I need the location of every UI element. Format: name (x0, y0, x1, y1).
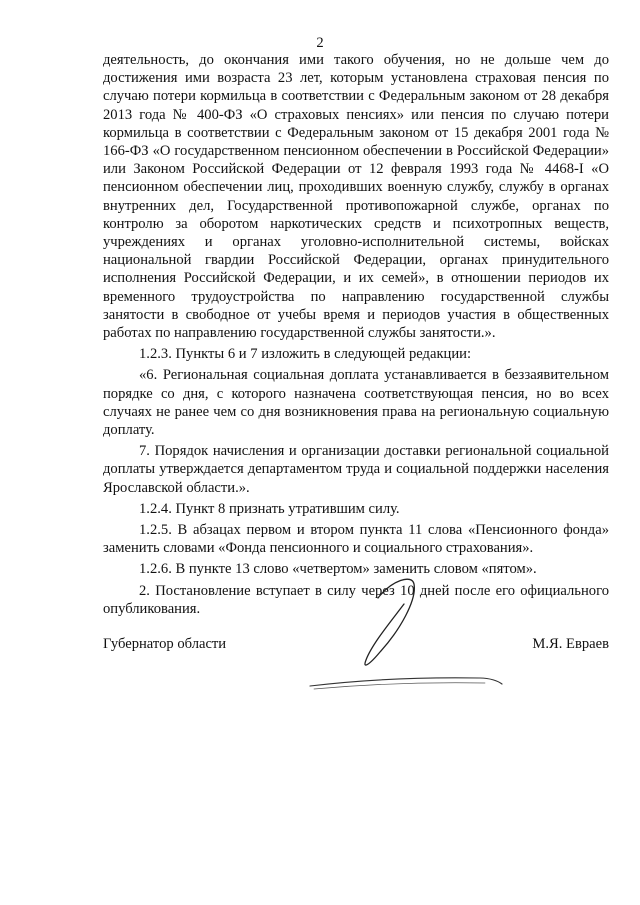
document-body (103, 51, 609, 618)
paragraph-1-2-4: 1.2.4. Пункт 8 признать утратившим силу. (139, 500, 400, 517)
handwritten-signature (300, 560, 510, 700)
paragraph-continuation: деятельность, до окончания ими такого обучения, но не дольше чем до достижения ими возраста 23 лет, которым установлена страховая пенсия по случаю потери кормильца в соответствии с Федеральным законом от 28 декабря 2013 года № 400-ФЗ «О страховых пенсиях» или пенсия по случаю потери кормильца в соответствии с Федеральным законом от 15 декабря 2001 года № 166-ФЗ «О государственном пенсионном обеспечении в Российской Федерации» или Законом Российской Федерации от 12 февраля 1993 года № 4468-I «О пенсионном обеспечении лиц, проходивших военную службу, службу в органах внутренних дел, Государственной противопожарной службе, органах по контролю за оборотом наркотических средств и психотропных веществ, учреждениях и органах уголовно-исполнительной системы, войсках национальной гвардии Российской Федерации, органах принудительного исполнения Российской Федерации, и их семей», в отношении периодов их временного трудоустройства по направлению государственной службы занятости в свободное от учебы время и периодов участия в общественных работах по направлению государственной службы занятости.». (103, 52, 609, 342)
signatory-title: Губернатор области (103, 636, 227, 652)
signature-block (103, 636, 609, 656)
paragraph-2: 2. Постановление вступает в силу через 10 дней после его официального опубликования. (103, 582, 609, 617)
paragraph-1-2-3: 1.2.3. Пункты 6 и 7 изложить в следующей редакции: (139, 346, 472, 363)
page-number: 2 (316, 35, 324, 51)
paragraph-1-2-6: 1.2.6. В пункте 13 слово «четвертом» заменить словом «пятом». (139, 561, 537, 578)
paragraph-item-7: 7. Порядок начисления и организации доставки региональной социальной доплаты утверждается департаментом труда и социальной поддержки населения Ярославской области.». (103, 443, 609, 496)
signatory-name: М.Я. Евраев (532, 636, 609, 652)
paragraph-1-2-5: 1.2.5. В абзацах первом и втором пункта 11 слова «Пенсионного фонда» заменить словами «Фонда пенсионного и социального страхования». (103, 522, 609, 557)
paragraph-item-6: «6. Региональная социальная доплата устанавливается в беззаявительном порядке со дня, с которого назначена соответствующая пенсия, но во всех случаях не ранее чем со дня возникновения права на региональную социальную доплату. (103, 367, 609, 439)
